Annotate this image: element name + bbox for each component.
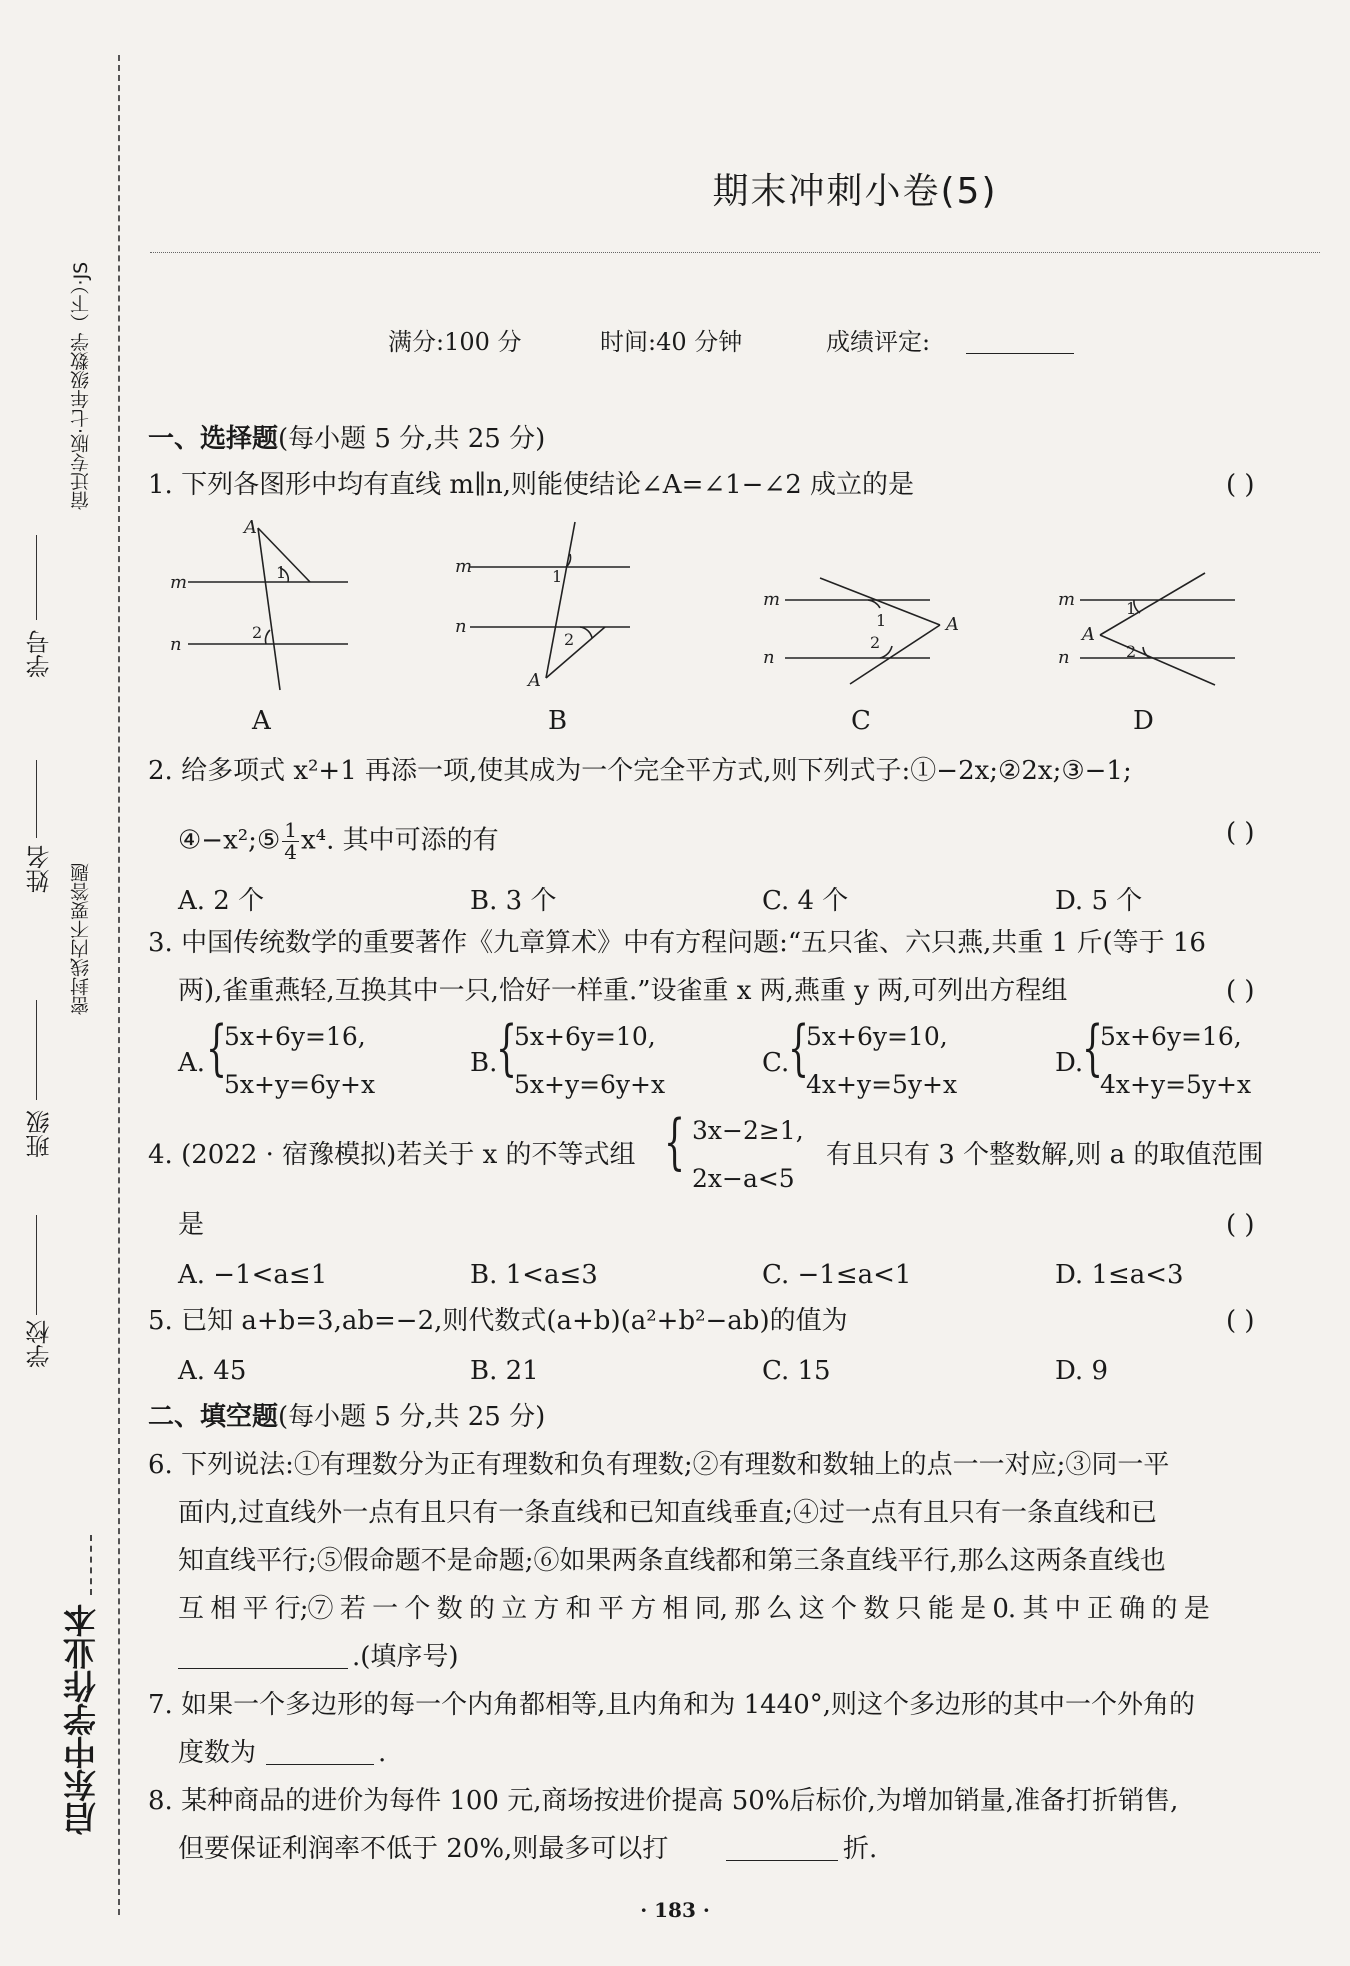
- q3-option-c-eq1: 5x+6y=10,: [806, 1022, 948, 1051]
- fig-a-label-n: n: [170, 634, 182, 655]
- q3-option-a-brace: {: [206, 1013, 228, 1083]
- q5-option-d[interactable]: D. 9: [1055, 1356, 1108, 1386]
- q3-option-d-brace: {: [1082, 1013, 1104, 1083]
- student-number-label: 学号: [26, 630, 54, 678]
- q6-line5: .(填序号): [352, 1642, 459, 1672]
- school-field[interactable]: [36, 1215, 37, 1315]
- q3-answer-paren[interactable]: ( ): [1226, 976, 1255, 1006]
- fig-c-label-m: m: [763, 589, 781, 610]
- q2-option-a[interactable]: A. 2 个: [178, 886, 265, 916]
- q3-option-d-eq1: 5x+6y=16,: [1100, 1022, 1242, 1051]
- q5-option-a[interactable]: A. 45: [178, 1356, 247, 1386]
- q2-option-d[interactable]: D. 5 个: [1055, 886, 1143, 916]
- fig-c-angle-1: 1: [876, 611, 887, 630]
- name-field[interactable]: [36, 760, 37, 838]
- q2-line2: [178, 820, 499, 863]
- q2-option-b[interactable]: B. 3 个: [470, 886, 557, 916]
- fig-a-label-m: m: [170, 572, 188, 593]
- q3-line1: 3. 中国传统数学的重要著作《九章算术》中有方程问题:“五只雀、六只燕,共重 1 斤(等于 16: [148, 928, 1206, 958]
- fig-c-point-a: A: [946, 614, 959, 635]
- q2-answer-paren[interactable]: ( ): [1226, 818, 1255, 848]
- q2-line2-a: ④−x²;⑤: [178, 825, 281, 856]
- fig-a-angle-2: 2: [252, 623, 263, 642]
- binding-margin: [0, 0, 130, 1966]
- fig-d-ray-1: [1100, 573, 1205, 635]
- q6-line1: 6. 下列说法:①有理数分为正有理数和负有理数;②有理数和数轴上的点一一对应;③同一平: [148, 1450, 1170, 1480]
- q2-line2-b: x⁴. 其中可添的有: [300, 825, 499, 856]
- q4-post: 有且只有 3 个整数解,则 a 的取值范围: [826, 1140, 1264, 1170]
- section2-title: [148, 1404, 545, 1430]
- q3-option-c-brace: {: [788, 1013, 810, 1083]
- q2-frac-num: 1: [284, 818, 297, 842]
- class-label: 班级: [26, 1110, 54, 1158]
- fig-b-point-a: A: [528, 670, 541, 691]
- fig-d-label-n: n: [1058, 647, 1070, 668]
- fig-b-caption: B: [548, 706, 568, 736]
- q5-option-c[interactable]: C. 15: [762, 1356, 831, 1386]
- q1-stem: 1. 下列各图形中均有直线 m∥n,则能使结论∠A=∠1−∠2 成立的是: [148, 470, 915, 500]
- q8-line2-end: 折.: [843, 1834, 878, 1864]
- fig-b-label-n: n: [455, 616, 467, 637]
- q4-option-d[interactable]: D. 1≤a<3: [1055, 1260, 1184, 1290]
- fig-b-angle-2: 2: [564, 630, 575, 649]
- time-limit: 时间:40 分钟: [600, 328, 743, 356]
- q4-ineq2: 2x−a<5: [692, 1164, 795, 1193]
- school-label: 学校: [26, 1320, 54, 1368]
- q4-ineq1: 3x−2≥1,: [692, 1116, 804, 1145]
- seal-dashed-line: [118, 55, 120, 1915]
- q1-answer-paren[interactable]: ( ): [1226, 470, 1255, 500]
- fig-d-ray-2: [1100, 635, 1215, 685]
- brand-label: 启东中学作业本: [62, 1604, 101, 1835]
- page-title: 期末冲刺小卷(5): [712, 171, 998, 212]
- section1-heading: 一、选择题: [148, 424, 279, 454]
- fig-b-angle-1: 1: [552, 567, 563, 586]
- q3-option-d-eq2: 4x+y=5y+x: [1100, 1070, 1252, 1099]
- fig-a-caption: A: [252, 706, 271, 736]
- full-score: 满分:100 分: [388, 328, 522, 356]
- q4-option-b[interactable]: B. 1<a≤3: [470, 1260, 598, 1290]
- q3-option-b-eq2: 5x+y=6y+x: [514, 1070, 666, 1099]
- q5-answer-paren[interactable]: ( ): [1226, 1306, 1255, 1336]
- q8-line1: 8. 某种商品的进价为每件 100 元,商场按进价提高 50%后标价,为增加销量,准备打折销售,: [148, 1786, 1179, 1816]
- fig-d-caption: D: [1133, 706, 1154, 736]
- q3-option-b-eq1: 5x+6y=10,: [514, 1022, 656, 1051]
- fig-c-label-n: n: [763, 647, 775, 668]
- q6-answer-blank[interactable]: [178, 1668, 348, 1669]
- q2-option-c[interactable]: C. 4 个: [762, 886, 849, 916]
- class-field[interactable]: [36, 1000, 37, 1100]
- q7-answer-blank[interactable]: [266, 1764, 374, 1765]
- q3-option-a-eq1: 5x+6y=16,: [224, 1022, 366, 1051]
- brand-dash: [90, 1535, 92, 1595]
- q3-option-b-brace: {: [496, 1013, 518, 1083]
- q7-line2-end: .: [378, 1738, 387, 1768]
- name-label: 姓名: [26, 845, 54, 893]
- q4-line2: 是: [178, 1210, 205, 1240]
- q3-option-a-label: A.: [178, 1048, 206, 1078]
- fig-b-label-m: m: [455, 556, 473, 577]
- q8-line2: 但要保证利润率不低于 20%,则最多可以打: [178, 1834, 669, 1864]
- q4-answer-paren[interactable]: ( ): [1226, 1210, 1255, 1240]
- q5-option-b[interactable]: B. 21: [470, 1356, 539, 1386]
- fig-c-caption: C: [851, 706, 871, 736]
- section1-note: (每小题 5 分,共 25 分): [278, 424, 546, 454]
- q4-option-a[interactable]: A. −1<a≤1: [178, 1260, 328, 1290]
- student-number-field[interactable]: [36, 535, 37, 620]
- grade-label: 成绩评定:: [826, 328, 931, 356]
- section2-heading: 二、填空题: [148, 1402, 279, 1432]
- q4-brace: {: [664, 1107, 686, 1177]
- q6-line3: 知直线平行;⑤假命题不是命题;⑥如果两条直线都和第三条直线平行,那么这两条直线也: [178, 1546, 1166, 1576]
- series-label: 宿迁专版·七年级数学（下）·JS: [70, 261, 92, 510]
- page-number: · 183 ·: [640, 1898, 710, 1922]
- q1-figures: [160, 510, 1340, 700]
- seal-notice: 密封线内不要答题: [70, 863, 92, 1015]
- fig-a-angle-1: 1: [276, 563, 287, 582]
- q4-option-c[interactable]: C. −1≤a<1: [762, 1260, 912, 1290]
- fig-d-angle-2: 2: [1126, 642, 1137, 661]
- fig-d-label-m: m: [1058, 589, 1076, 610]
- q7-line1: 7. 如果一个多边形的每一个内角都相等,且内角和为 1440°,则这个多边形的其中一个外角的: [148, 1690, 1196, 1720]
- q4-pre: 4. (2022 · 宿豫模拟)若关于 x 的不等式组: [148, 1140, 636, 1170]
- q7-line2: 度数为: [178, 1738, 257, 1768]
- fig-d-point-a: A: [1082, 624, 1095, 645]
- section2-note: (每小题 5 分,共 25 分): [278, 1402, 546, 1432]
- q6-line4: 互 相 平 行;⑦ 若 一 个 数 的 立 方 和 平 方 相 同, 那 么 这 个 数 只 能 是 0. 其 中 正 确 的 是: [178, 1594, 1209, 1624]
- fig-c-ray-2: [850, 625, 940, 684]
- header-divider: [150, 252, 1320, 253]
- fig-d-angle-1: 1: [1126, 599, 1137, 618]
- q3-option-b-label: B.: [470, 1048, 498, 1078]
- fig-c-angle-2: 2: [870, 633, 881, 652]
- fig-a-point-a: A: [244, 517, 257, 538]
- q3-option-c-eq2: 4x+y=5y+x: [806, 1070, 958, 1099]
- q8-answer-blank[interactable]: [726, 1860, 838, 1861]
- q3-option-c-label: C.: [762, 1048, 790, 1078]
- q2-fraction: [282, 820, 299, 863]
- q3-option-d-label: D.: [1055, 1048, 1084, 1078]
- section1-title: [148, 426, 545, 452]
- q6-line2: 面内,过直线外一点有且只有一条直线和已知直线垂直;④过一点有且只有一条直线和已: [178, 1498, 1158, 1528]
- q2-frac-den: 4: [284, 840, 297, 864]
- q3-line2: 两),雀重燕轻,互换其中一只,恰好一样重.”设雀重 x 两,燕重 y 两,可列出方程组: [178, 976, 1068, 1006]
- q5-stem: 5. 已知 a+b=3,ab=−2,则代数式(a+b)(a²+b²−ab)的值为: [148, 1306, 848, 1336]
- q2-line1: 2. 给多项式 x²+1 再添一项,使其成为一个完全平方式,则下列式子:①−2x;②2x;③−1;: [148, 756, 1132, 786]
- q3-option-a-eq2: 5x+y=6y+x: [224, 1070, 376, 1099]
- fig-a-transversal: [258, 528, 280, 690]
- grade-blank[interactable]: [966, 353, 1074, 354]
- fig-b-transversal: [546, 522, 575, 678]
